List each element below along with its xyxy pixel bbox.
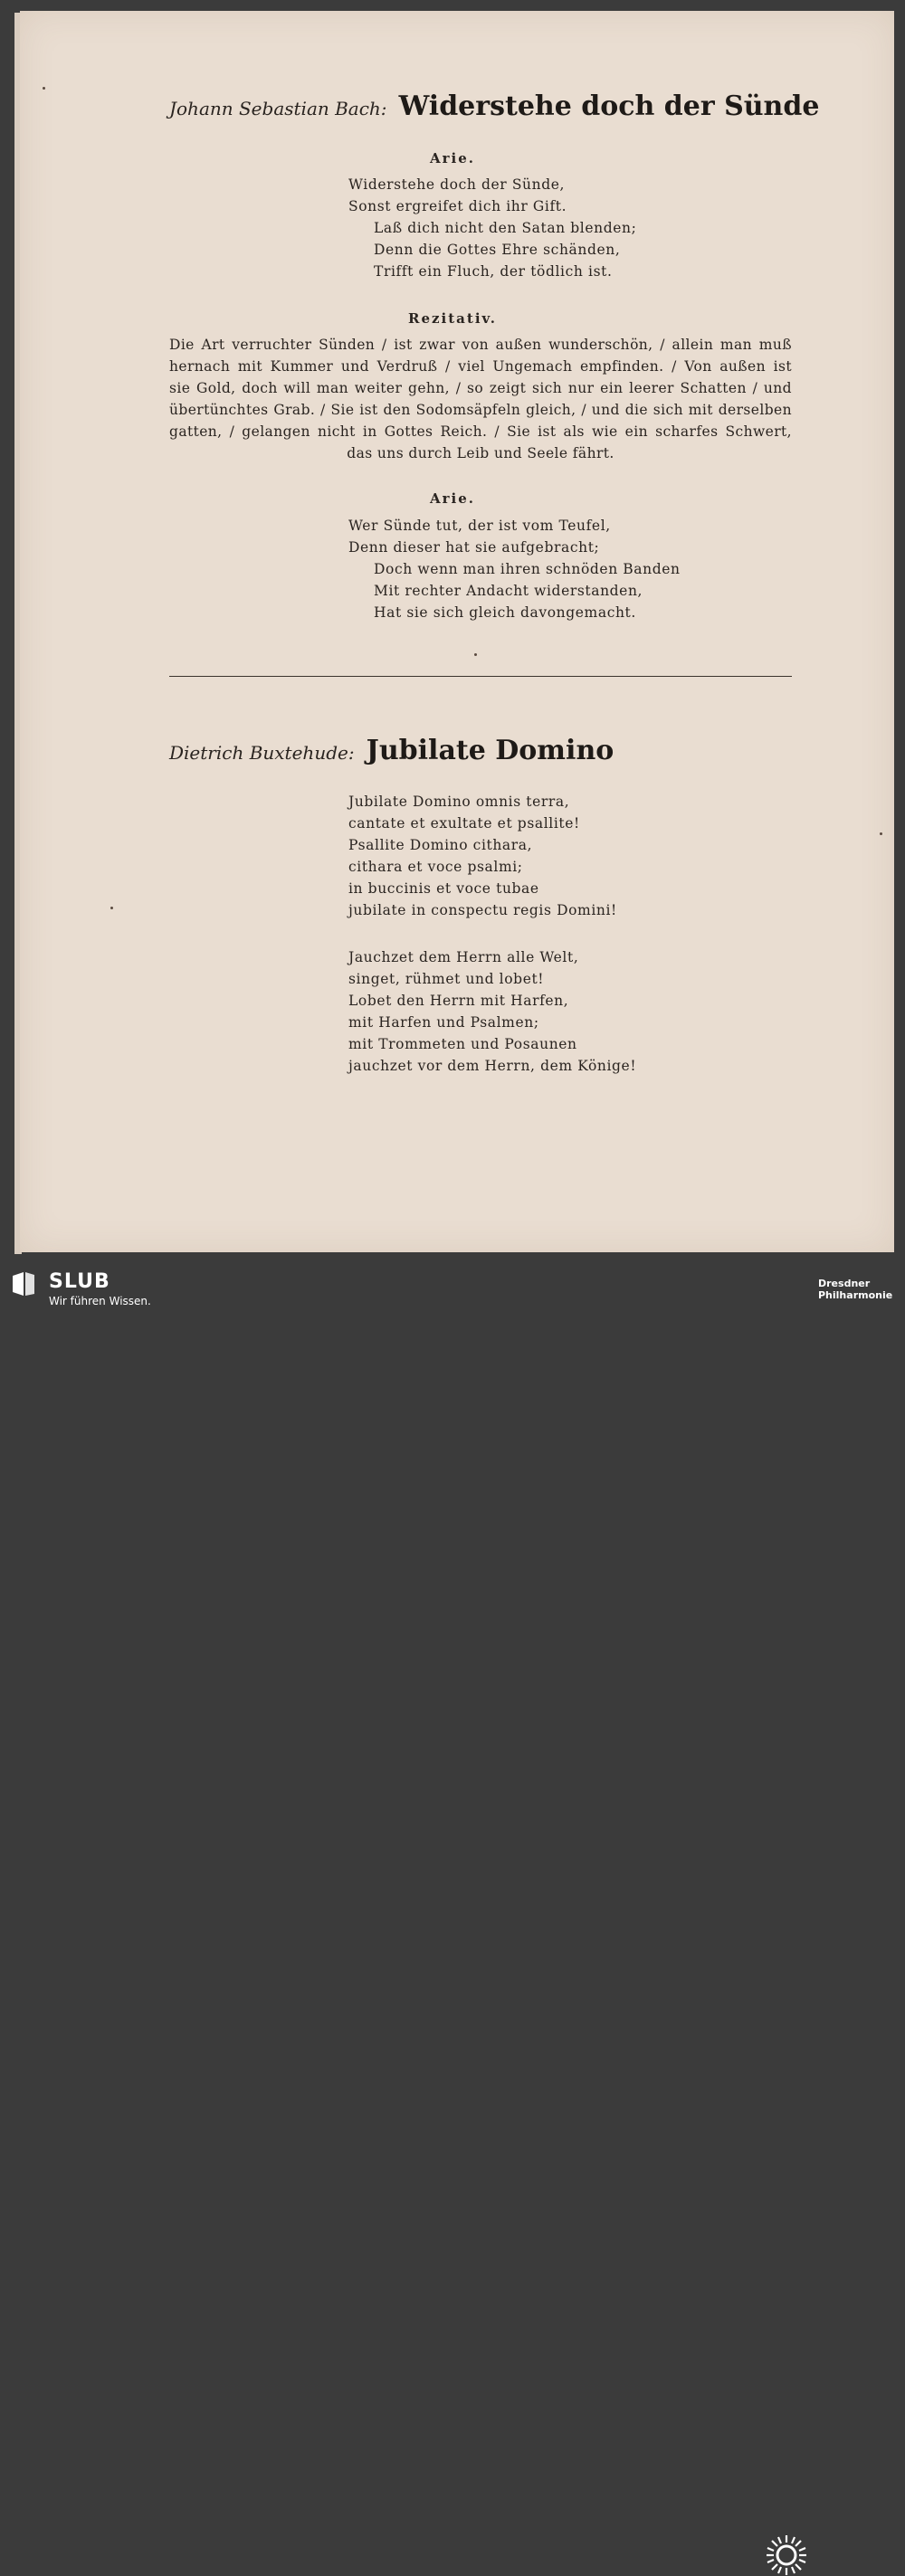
aria1-heading: Arie. (429, 150, 475, 166)
verse-line: Widerstehe doch der Sünde, (348, 176, 566, 193)
verse-line: in buccinis et voce tubae (348, 880, 539, 897)
prose-line: übertünchtes Grab. / Sie ist den Sodomsäpfeln gleich, / und die sich mit derselben (169, 402, 792, 418)
section2-heading (169, 735, 614, 766)
verse-line: Wer Sünde tut, der ist vom Teufel, (348, 518, 611, 534)
verse-line: Laß dich nicht den Satan blenden; (374, 220, 637, 236)
section-divider (169, 676, 792, 677)
verse-line: Sonst ergreifet dich ihr Gift. (348, 198, 567, 214)
verse-line: mit Trommeten und Posaunen (348, 1036, 577, 1052)
prose-line: sie Gold, doch will man weiter gehn, / so zeigt sich nur ein leerer Schatten / und (169, 380, 792, 396)
prose-line: das uns durch Leib und Seele fährt. (347, 445, 614, 461)
verse-line: Denn die Gottes Ehre schänden, (374, 242, 621, 258)
verse-line: jauchzet vor dem Herrn, dem Könige! (348, 1058, 637, 1074)
section1-title: Widerstehe doch der Sünde (398, 90, 820, 122)
verse-line: Jubilate Domino omnis terra, (348, 794, 570, 810)
prose-line: Die Art verruchter Sünden / ist zwar von außen wunderschön, / allein man muß (169, 337, 792, 353)
verse-line: Lobet den Herrn mit Harfen, (348, 993, 569, 1009)
prose-line: gatten, / gelangen nicht in Gottes Reich. / Sie ist als wie ein scharfes Schwert, (169, 423, 792, 440)
german-verse (348, 946, 636, 1077)
verse-line: jubilate in conspectu regis Domini! (348, 902, 617, 918)
verse-line: Mit rechter Andacht widerstanden, (374, 583, 643, 599)
prose-line: hernach mit Kummer und Verdruß / viel Ungemach empfinden. / Von außen ist (169, 358, 792, 375)
paper-speck (110, 907, 113, 909)
verse-line: Doch wenn man ihren schnöden Banden (374, 561, 681, 577)
verse-line: mit Harfen und Psalmen; (348, 1014, 539, 1031)
aria2-verse (348, 515, 681, 623)
verse-line: Denn dieser hat sie aufgebracht; (348, 539, 600, 556)
slub-tagline: Wir führen Wissen. (49, 1295, 151, 1307)
partner-line1: Dresdner (818, 1278, 871, 1289)
sunburst-icon (763, 2534, 810, 2576)
verse-line: Psallite Domino cithara, (348, 837, 533, 853)
verse-line: Trifft ein Fluch, der tödlich ist. (374, 263, 613, 280)
latin-verse (348, 791, 617, 921)
aria1-verse (348, 174, 636, 282)
verse-line: Jauchzet dem Herrn alle Welt, (348, 949, 579, 965)
paper-speck (474, 653, 477, 656)
section1-composer: Johann Sebastian Bach: (169, 98, 387, 119)
paper-speck (880, 832, 882, 835)
recitative-text (169, 334, 792, 464)
section2-composer: Dietrich Buxtehude: (169, 742, 355, 764)
recitative-heading: Rezitativ. (408, 310, 497, 327)
aria2-heading: Arie. (429, 490, 475, 507)
section1-heading (169, 90, 819, 122)
paper-speck (43, 87, 45, 90)
verse-line: cithara et voce psalmi; (348, 859, 523, 875)
slub-wordmark: SLUB (49, 1270, 110, 1293)
document-page (20, 11, 894, 1252)
section2-title: Jubilate Domino (366, 735, 614, 766)
verse-line: singet, rühmet und lobet! (348, 971, 545, 987)
verse-line: Hat sie sich gleich davongemacht. (374, 604, 636, 621)
partner-line2: Philharmonie (818, 1289, 893, 1301)
partner-wordmark (818, 1278, 892, 1301)
book-icon (11, 1270, 36, 1298)
verse-line: cantate et exultate et psallite! (348, 815, 580, 832)
